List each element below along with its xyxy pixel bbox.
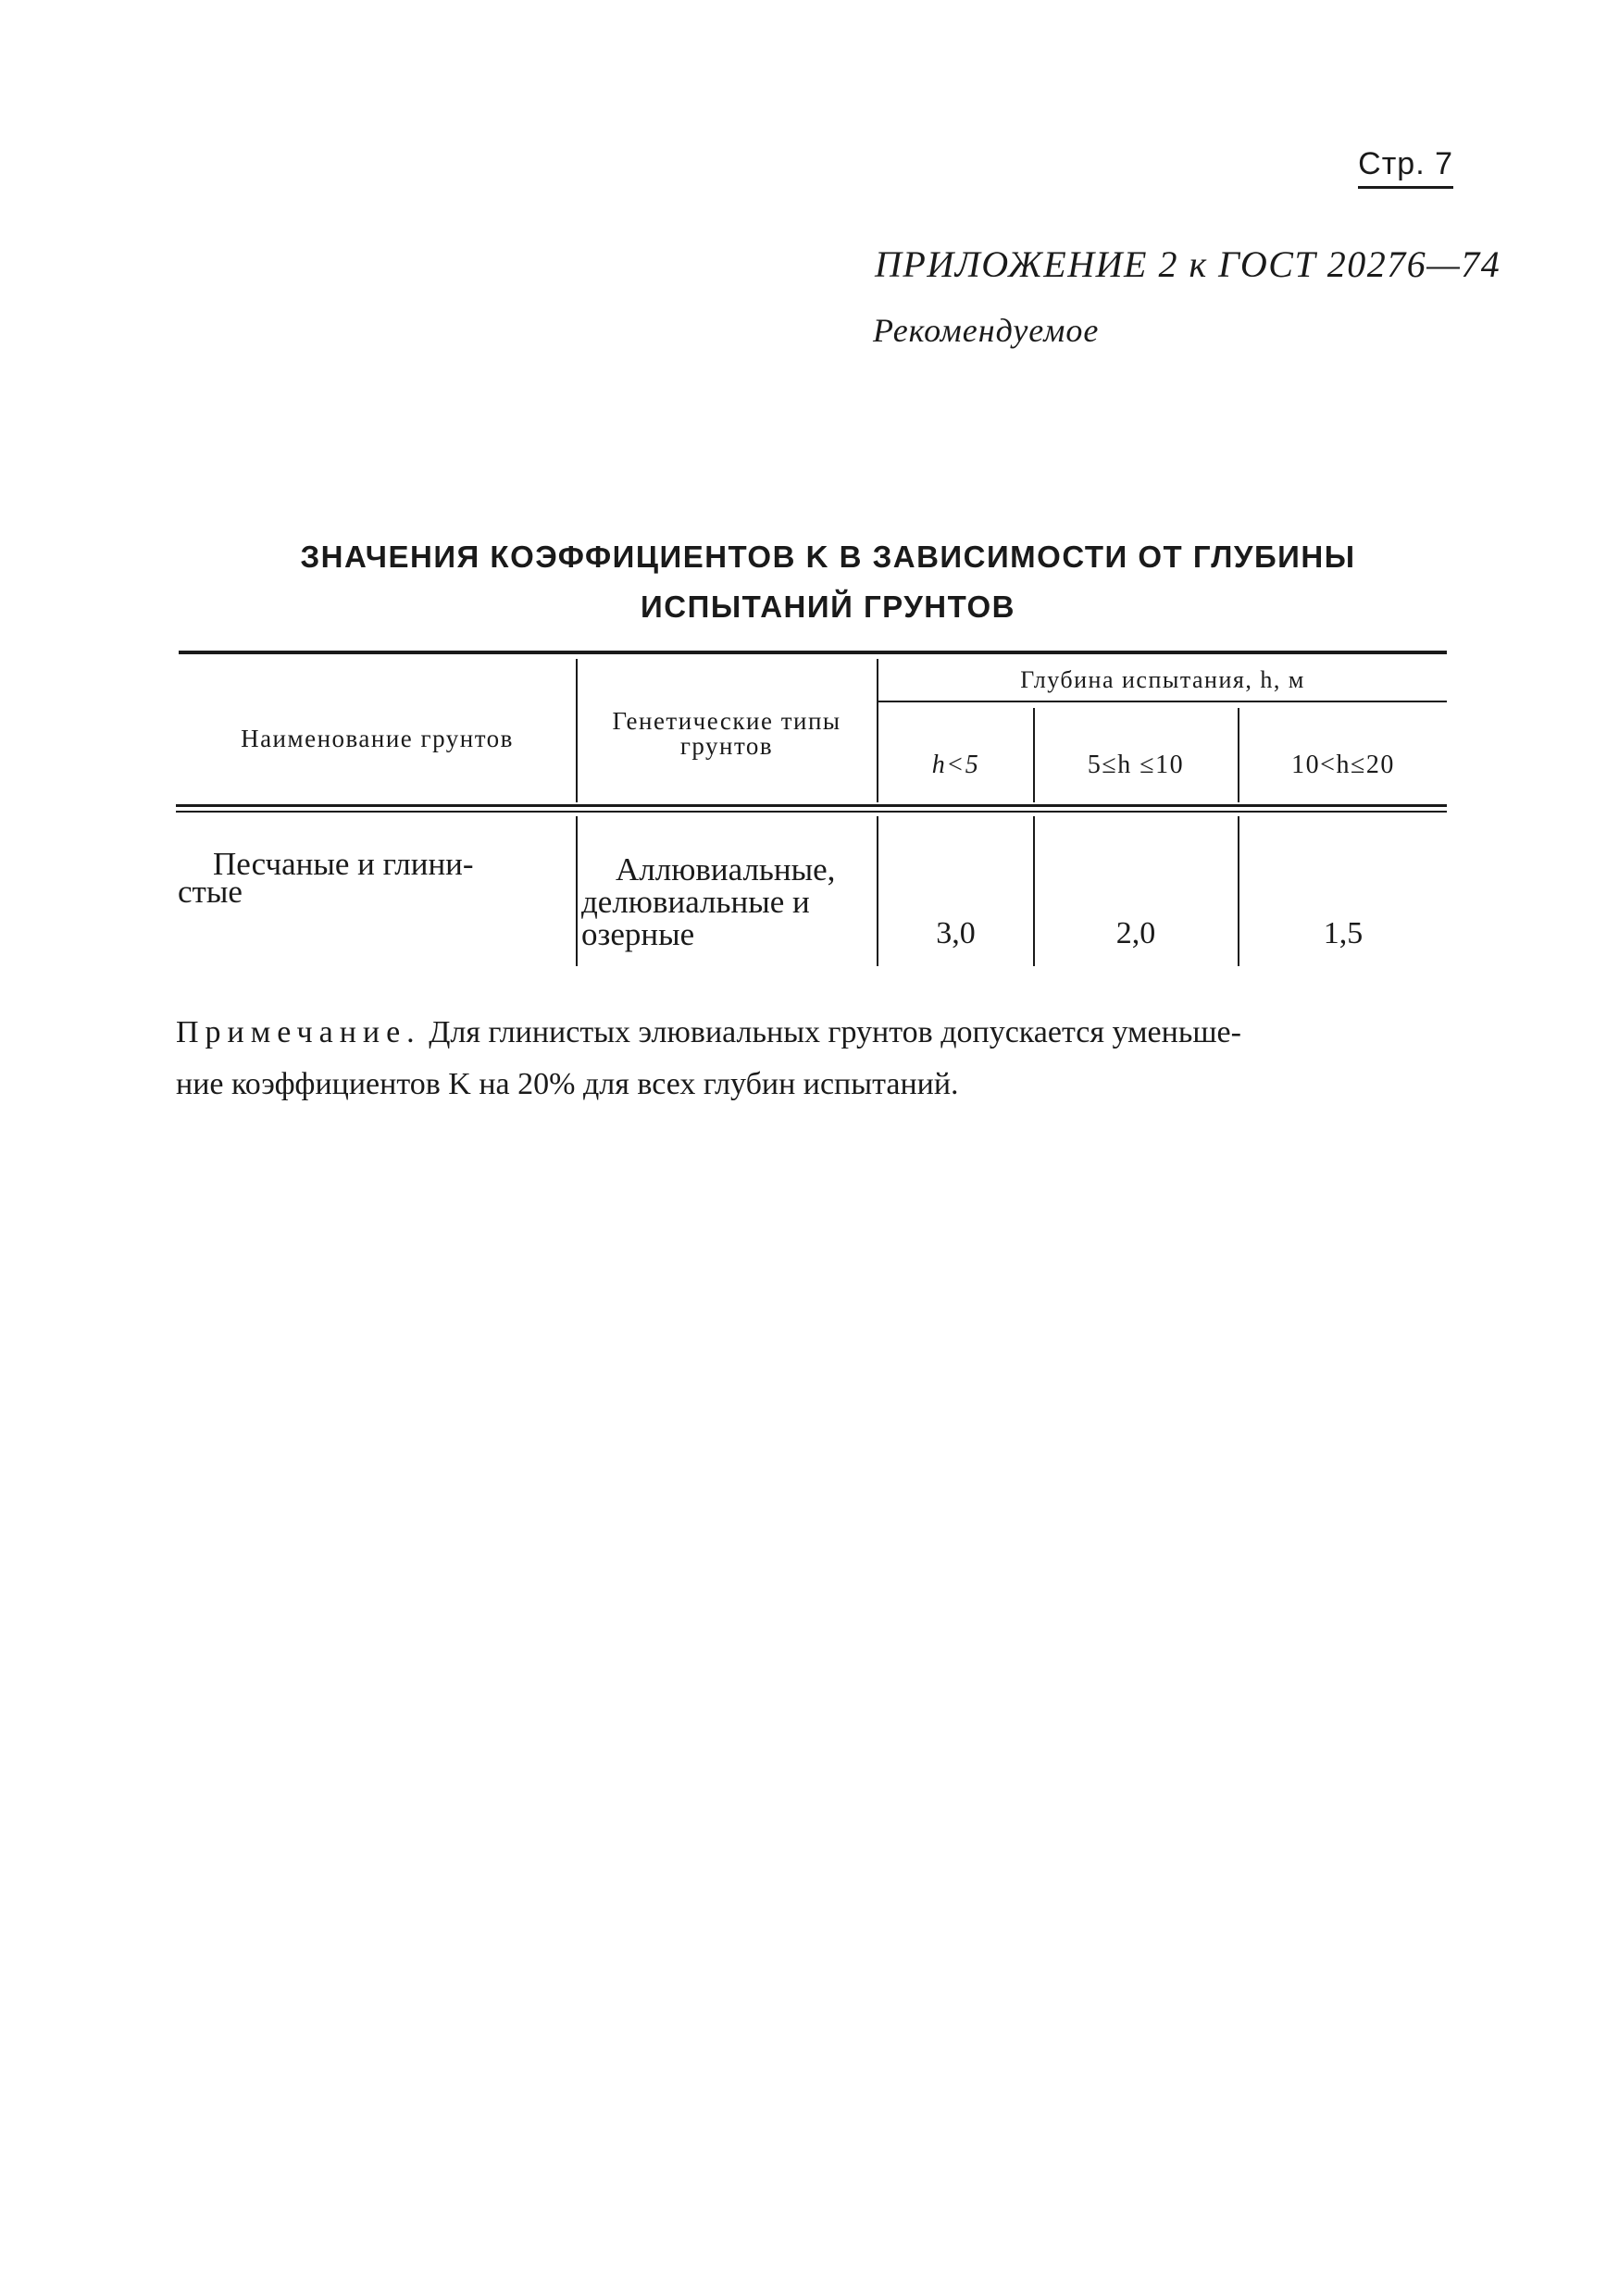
genetic-type-line-2: делювиальные и bbox=[581, 884, 810, 920]
table-note bbox=[176, 1007, 1472, 1111]
genetic-type-line-1: Аллювиальные, bbox=[616, 851, 836, 887]
depth-subheader-rule bbox=[878, 701, 1447, 702]
value-depth-range-1: 3,0 bbox=[936, 916, 976, 950]
depth-range-3: 10<h≤20 bbox=[1291, 751, 1395, 779]
appendix-heading: ПРИЛОЖЕНИЕ 2 к ГОСТ 20276—74 bbox=[875, 243, 1501, 285]
note-line-1 bbox=[176, 1007, 1472, 1059]
soil-name-line-1: Песчаные и глини- bbox=[213, 846, 474, 882]
col-divider-2-body bbox=[877, 816, 878, 966]
col-divider-2-header bbox=[877, 659, 878, 802]
table-title-line-1: ЗНАЧЕНИЯ КОЭФФИЦИЕНТОВ K В ЗАВИСИМОСТИ ОТ ГЛУБИНЫ bbox=[300, 540, 1356, 574]
note-label: Примечание. bbox=[176, 1015, 421, 1049]
value-depth-range-2: 2,0 bbox=[1115, 916, 1156, 950]
column-header-depth: Глубина испытания, h, м bbox=[1020, 666, 1305, 693]
column-header-genetic-type-2: грунтов bbox=[679, 732, 774, 760]
appendix-status: Рекомендуемое bbox=[873, 312, 1100, 349]
note-text-1: Для глинистых элювиальных грунтов допускается уменьше- bbox=[429, 1015, 1241, 1049]
note-text-2: ние коэффициентов K на 20% для всех глубин испытаний. bbox=[176, 1067, 959, 1101]
depth-range-1: h<5 bbox=[931, 751, 980, 779]
column-header-soil-name: Наименование грунтов bbox=[241, 725, 514, 752]
table-title-line-2: ИСПЫТАНИЙ ГРУНТОВ bbox=[641, 590, 1015, 624]
header-bottom-rule-1 bbox=[176, 804, 1447, 807]
header-bottom-rule-2 bbox=[176, 811, 1447, 813]
page-number: Стр. 7 bbox=[1358, 146, 1453, 189]
value-depth-range-3: 1,5 bbox=[1323, 916, 1364, 950]
column-header-genetic-type-1: Генетические типы bbox=[612, 707, 841, 735]
depth-range-2: 5≤h ≤10 bbox=[1087, 751, 1185, 779]
table-top-rule bbox=[179, 651, 1447, 654]
soil-name-line-2: стые bbox=[178, 874, 243, 910]
col-divider-1-body bbox=[576, 816, 578, 966]
col-divider-1-header bbox=[576, 659, 578, 802]
genetic-type-line-3: озерные bbox=[581, 916, 695, 952]
